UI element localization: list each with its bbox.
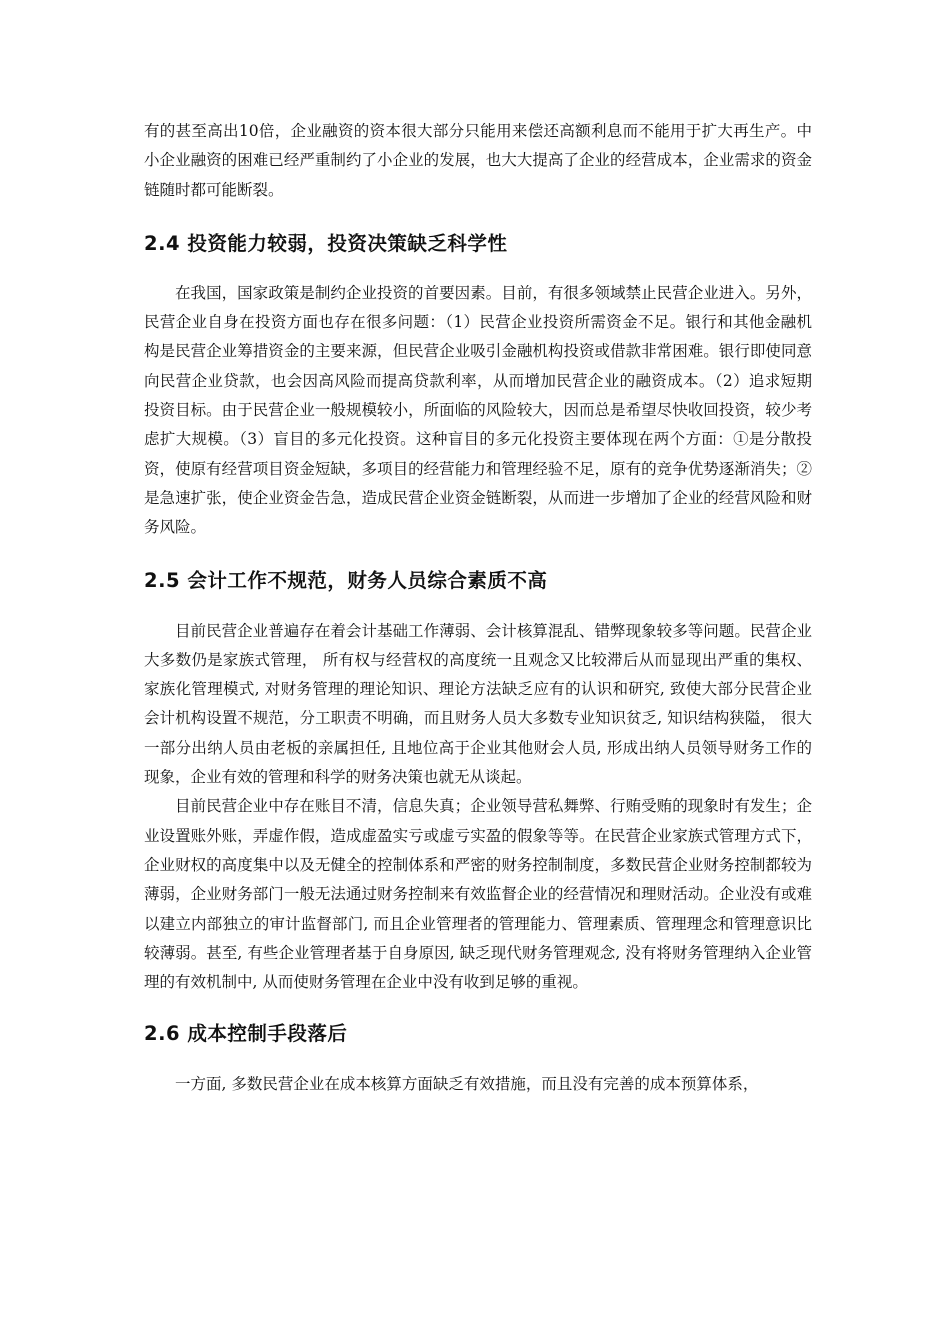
- section-heading-2-4: 2.4 投资能力较弱，投资决策缺乏科学性: [144, 231, 508, 255]
- paragraph-financing-difficulty: 有的甚至高出10倍，企业融资的资本很大部分只能用来偿还高额利息而不能用于扩大再生产。中小企业融资的困难已经严重制约了小企业的发展，也大大提高了企业的经营成本，企业需求的资金链随时都可能断裂。: [144, 122, 812, 199]
- document-page: [144, 117, 812, 1100]
- section-heading-2-6: 2.6 成本控制手段落后: [144, 1022, 348, 1046]
- paragraph-cost-control: 一方面, 多数民营企业在成本核算方面缺乏有效措施，而且没有完善的成本预算体系，: [175, 1075, 759, 1094]
- paragraph-accounting-work: 目前民营企业普遍存在着会计基础工作薄弱、会计核算混乱、错弊现象较多等问题。民营企业大多数仍是家族式管理， 所有权与经营权的高度统一且观念又比较滞后从而显现出严重的集权、家族化管理模式, 对财务管理的理论知识、理论方法缺乏应有的认识和研究, 致使大部分民营企业会计机构设置不规范，分工职责不明确，而且财务人员大多数专业知识贫乏, 知识结构狭隘， 很大一部分出纳人员由老板的亲属担任, 且地位高于企业其他财会人员, 形成出纳人员领导财务工作的现象，企业有效的管理和科学的财务决策也就无从谈起。: [144, 621, 812, 787]
- section-heading-2-5: 2.5 会计工作不规范，财务人员综合素质不高: [144, 568, 548, 592]
- paragraph-financial-control: 目前民营企业中存在账目不清，信息失真；企业领导营私舞弊、行贿受贿的现象时有发生；企业设置账外账，弄虚作假，造成虚盈实亏或虚亏实盈的假象等等。在民营企业家族式管理方式下，企业财权的高度集中以及无健全的控制体系和严密的财务控制制度，多数民营企业财务控制都较为薄弱，企业财务部门一般无法通过财务控制来有效监督企业的经营情况和理财活动。企业没有或难以建立内部独立的审计监督部门, 而且企业管理者的管理能力、管理素质、管理理念和管理意识比较薄弱。甚至, 有些企业管理者基于自身原因, 缺乏现代财务管理观念, 没有将财务管理纳入企业管理的有效机制中, 从而使财务管理在企业中没有收到足够的重视。: [144, 797, 812, 992]
- paragraph-investment: 在我国，国家政策是制约企业投资的首要因素。目前，有很多领域禁止民营企业进入。另外，民营企业自身在投资方面也存在很多问题：（1）民营企业投资所需资金不足。银行和其他金融机构是民营企业筹措资金的主要来源，但民营企业吸引金融机构投资或借款非常困难。银行即使同意向民营企业贷款，也会因高风险而提高贷款利率，从而增加民营企业的融资成本。（2）追求短期投资目标。由于民营企业一般规模较小，所面临的风险较大，因而总是希望尽快收回投资，较少考虑扩大规模。（3）盲目的多元化投资。这种盲目的多元化投资主要体现在两个方面：①是分散投资，使原有经营项目资金短缺，多项目的经营能力和管理经验不足，原有的竞争优势逐渐消失；②是急速扩张，使企业资金告急，造成民营企业资金链断裂，从而进一步增加了企业的经营风险和财务风险。: [144, 283, 812, 537]
